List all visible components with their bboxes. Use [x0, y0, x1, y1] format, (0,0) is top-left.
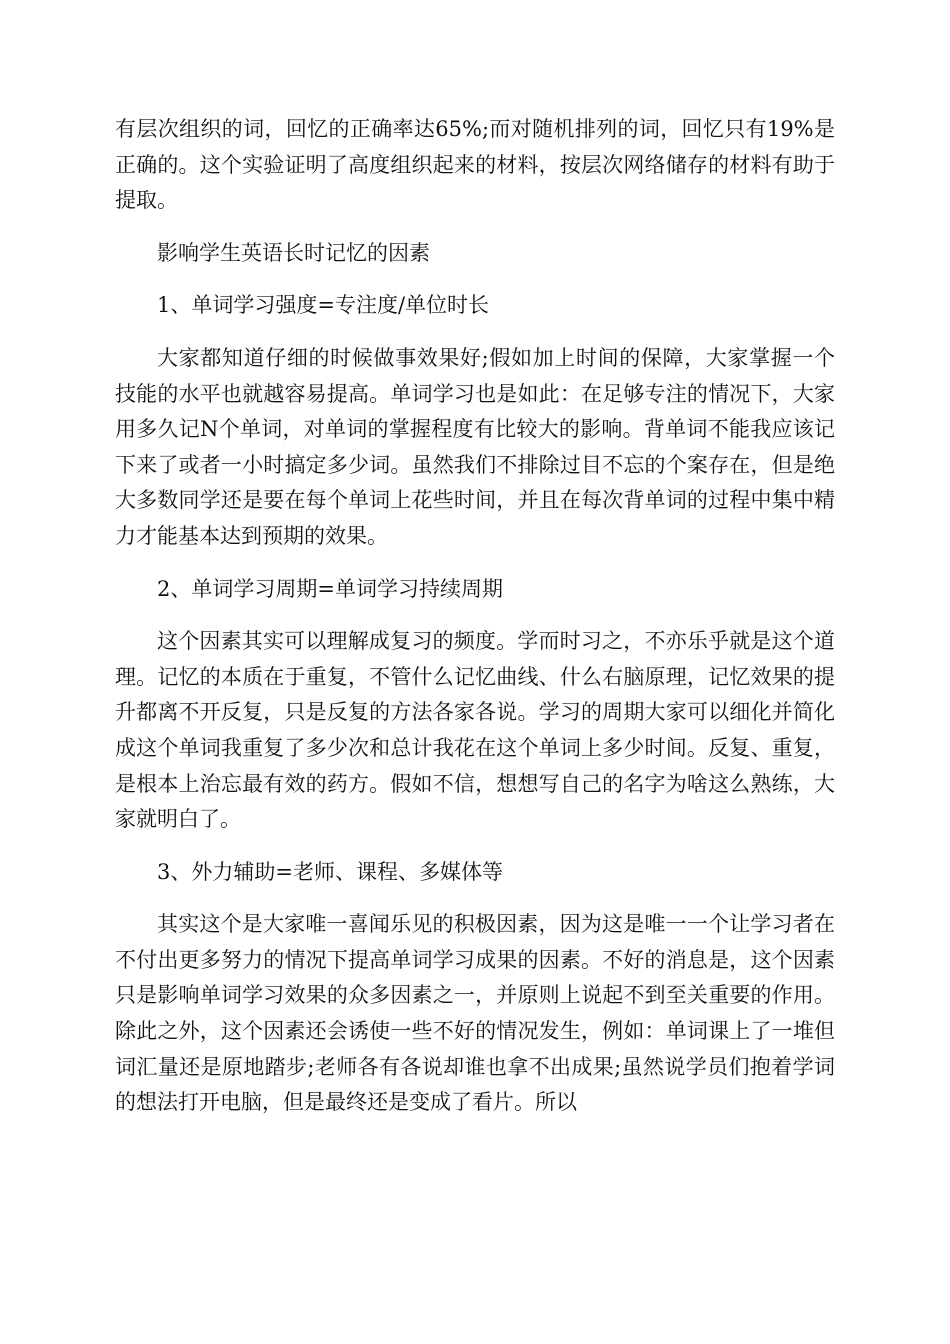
paragraph-factor-3: 其实这个是大家唯一喜闻乐见的积极因素，因为这是唯一一个让学习者在不付出更多努力的情况下提高单词学习成果的因素。不好的消息是，这个因素只是影响单词学习效果的众多因素之一，并原则上说起不到至关重要的作用。除此之外，这个因素还会诱使一些不好的情况发生，例如：单词课上了一堆但词汇量还是原地踏步;老师各有各说却谁也拿不出成果;虽然说学员们抱着学词的想法打开电脑，但是最终还是变成了看片。所以	[115, 912, 835, 1115]
paragraph-intro: 有层次组织的词，回忆的正确率达65%;而对随机排列的词，回忆只有19%是正确的。这个实验证明了高度组织起来的材料，按层次网络储存的材料有助于提取。	[115, 117, 835, 213]
heading-factor-3: 3、外力辅助=老师、课程、多媒体等	[157, 859, 503, 884]
paragraph-factor-1: 大家都知道仔细的时候做事效果好;假如加上时间的保障，大家掌握一个技能的水平也就越容易提高。单词学习也是如此：在足够专注的情况下，大家用多久记N个单词，对单词的掌握程度有比较大的影响。背单词不能我应该记下来了或者一小时搞定多少词。虽然我们不排除过目不忘的个案存在，但是绝大多数同学还是要在每个单词上花些时间，并且在每次背单词的过程中集中精力才能基本达到预期的效果。	[115, 345, 835, 548]
heading-factor-2: 2、单词学习周期=单词学习持续周期	[157, 576, 503, 601]
document-page	[115, 112, 835, 1121]
heading-factor-1: 1、单词学习强度=专注度/单位时长	[157, 293, 490, 318]
section-heading-factors: 影响学生英语长时记忆的因素	[157, 240, 430, 265]
paragraph-factor-2: 这个因素其实可以理解成复习的频度。学而时习之，不亦乐乎就是这个道理。记忆的本质在于重复，不管什么记忆曲线、什么右脑原理，记忆效果的提升都离不开反复，只是反复的方法各家各说。学习的周期大家可以细化并简化成这个单词我重复了多少次和总计我花在这个单词上多少时间。反复、重复，是根本上治忘最有效的药方。假如不信，想想写自己的名字为啥这么熟练，大家就明白了。	[115, 629, 835, 832]
